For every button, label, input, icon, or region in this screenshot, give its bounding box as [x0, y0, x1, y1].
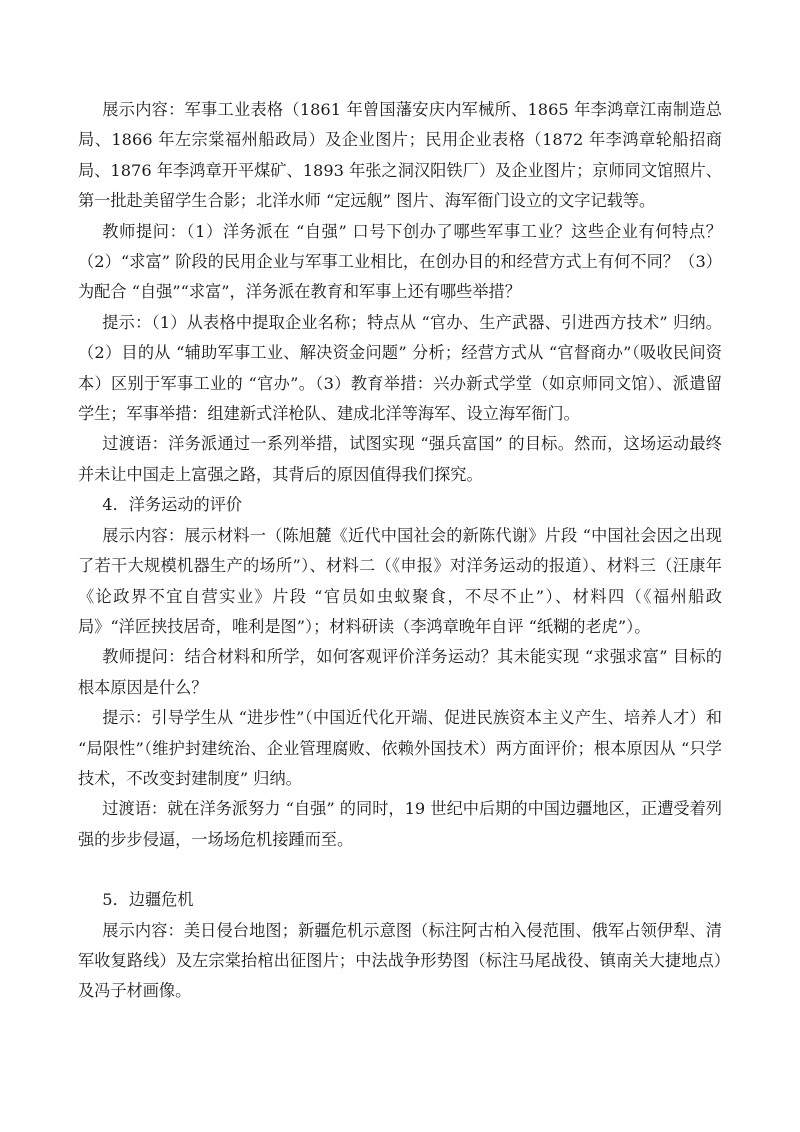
transition-frontier-paragraph: 过渡语：就在洋务派努力 “自强” 的同时，19 世纪中后期的中国边疆地区，正遭受着列强的步步侵逼，一场场危机接踵而至。: [78, 799, 722, 849]
hint-evaluation-paragraph: 提示：引导学生从 “进步性”（中国近代化开端、促进民族资本主义产生、培养人才）和 “局限性”（维护封建统治、企业管理腐败、依赖外国技术）两方面评价；根本原因从 “只学技术，不改变封建制度” 归纳。: [78, 708, 722, 788]
display-content-materials-paragraph: 展示内容：展示材料一（陈旭麓《近代中国社会的新陈代谢》片段 “中国社会因之出现了若干大规模机器生产的场所”）、材料二（《申报》对洋务运动的报道）、材料三（汪康年《论政界不宜自营实业》片段 “官员如虫蚁聚食，不尽不止”）、材料四（《福州船政局》“洋匠挟技居奇，唯利是图”）；材料研读（李鸿章晚年自评 “纸糊的老虎”）。: [78, 525, 722, 636]
transition-paragraph: 过渡语：洋务派通过一系列举措，试图实现 “强兵富国” 的目标。然而，这场运动最终并未让中国走上富强之路，其背后的原因值得我们探究。: [78, 434, 722, 484]
teacher-question-evaluation-paragraph: 教师提问：结合材料和所学，如何客观评价洋务运动？其未能实现 “求强求富” 目标的根本原因是什么？: [78, 647, 722, 697]
display-content-paragraph: 展示内容：军事工业表格（1861 年曾国藩安庆内军械所、1865 年李鸿章江南制造总局、1866 年左宗棠福州船政局）及企业图片；民用企业表格（1872 年李鸿章轮船招商局、1876 年李鸿章开平煤矿、1893 年张之洞汉阳铁厂）及企业图片；京师同文馆照片、第一批赴美留学生合影；北洋水师 “定远舰” 图片、海军衙门设立的文字记载等。: [78, 100, 722, 211]
section-heading-frontier-crisis: 5．边疆危机: [102, 890, 194, 910]
section-heading-evaluation: 4．洋务运动的评价: [102, 495, 243, 515]
hint-paragraph: 提示：（1）从表格中提取企业名称；特点从 “官办、生产武器、引进西方技术” 归纳。（2）目的从 “辅助军事工业、解决资金问题” 分析；经营方式从 “官督商办”（吸收民间资本）区别于军事工业的 “官办”。（3）教育举措：兴办新式学堂（如京师同文馆）、派遣留学生；军事举措：组建新式洋枪队、建成北洋等海军、设立海军衙门。: [78, 312, 722, 424]
section-spacer: [78, 855, 722, 885]
display-content-maps-paragraph: 展示内容：美日侵台地图；新疆危机示意图（标注阿古柏入侵范围、俄军占领伊犁、清军收复路线）及左宗棠抬棺出征图片；中法战争形势图（标注马尾战役、镇南关大捷地点）及冯子材画像。: [78, 920, 722, 1001]
teacher-question-paragraph: 教师提问：（1）洋务派在 “自强” 口号下创办了哪些军事工业？这些企业有何特点？（2）“求富” 阶段的民用企业与军事工业相比，在创办目的和经营方式上有何不同？（3）为配合 “自强”“求富”，洋务派在教育和军事上还有哪些举措？: [78, 221, 722, 302]
